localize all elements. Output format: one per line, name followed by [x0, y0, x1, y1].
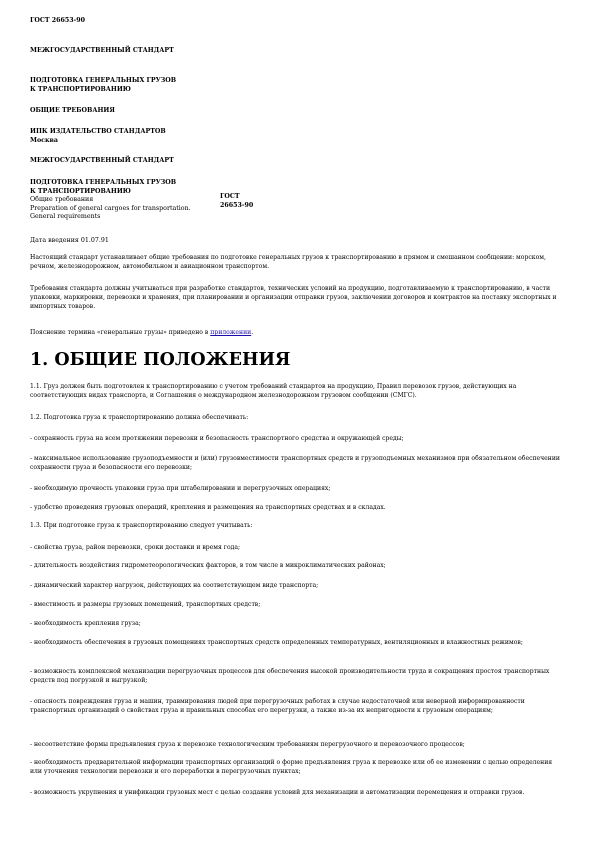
title-block-code-line1: ГОСТ — [220, 193, 240, 200]
intro-paragraph-3-text: Пояснение термина «генеральные грузы» приведено в — [30, 329, 211, 336]
intro-paragraph-1: Настоящий стандарт устанавливает общие требования по подготовке генеральных грузов к транспортированию в прямом и смешанном сообщении: морском, речном, железнодорожном, автомобильном и авиационном транспортом. — [30, 254, 546, 271]
clause-1-3: 1.3. При подготовке груза к транспортированию следует учитывать: — [30, 522, 253, 529]
title-block-ru-line3: Общие требования — [30, 196, 94, 204]
appendix-link[interactable]: приложении — [210, 329, 252, 336]
standard-type-2: МЕЖГОСУДАРСТВЕННЫЙ СТАНДАРТ — [30, 157, 174, 164]
clause-1-3-item-6: - необходимость обеспечения в грузовых помещениях транспортных средств определенных температурных, вентиляционных и влажностных режимов; — [30, 639, 523, 646]
doc-title-line2: К ТРАНСПОРТИРОВАНИЮ — [30, 86, 131, 93]
publisher: ИПК ИЗДАТЕЛЬСТВО СТАНДАРТОВ — [30, 128, 166, 135]
clause-1-2-item-2: - максимальное использование грузоподъемности и (или) грузовместимости транспортных средств и грузоподъемных механизмов при обязательном обеспечении сохранности груза и безопасности его перевозки; — [30, 455, 560, 472]
clause-1-3-item-9: - несоответствие формы предъявления груза к перевозке технологическим требованиям перегрузочного и перевозочного процессов; — [30, 741, 465, 748]
doc-title-line1: ПОДГОТОВКА ГЕНЕРАЛЬНЫХ ГРУЗОВ — [30, 77, 177, 84]
clause-1-3-item-3: - динамический характер нагрузок, действующих на соответствующем виде транспорта; — [30, 582, 319, 589]
intro-paragraph-2: Требования стандарта должны учитываться при разработке стандартов, технических условий на продукцию, подготавливаемую к транспортированию, в части упаковки, маркировки, перевозки и хранения, при планировании и организации отправки грузов, заключении договоров и контрактов на поставку экспортных и импортных товаров. — [30, 285, 557, 311]
intro-paragraph-3-end: . — [251, 329, 254, 336]
clause-1-3-item-2: - длительность воздействия гидрометеорологических факторов, в том числе в микроклиматических районах; — [30, 562, 386, 569]
effective-date: Дата введения 01.07.91 — [30, 237, 109, 244]
title-block-code-line2: 26653-90 — [220, 201, 254, 209]
clause-1-3-item-10: - необходимость предварительной информации транспортных организаций о форме предъявления груза к перевозке или об ее изменении с целью определения или уточнения технологии перевозки и его переработки в перегрузочных пунктах; — [30, 759, 553, 776]
clause-1-3-item-5: - необходимость крепления груза; — [30, 620, 141, 627]
clause-1-2-item-4: - удобство проведения грузовых операций, крепления и размещения на транспортных средствах и в складах. — [30, 504, 386, 511]
doc-subtitle: ОБЩИЕ ТРЕБОВАНИЯ — [30, 107, 115, 114]
clause-1-3-item-4: - вместимость и размеры грузовых помещений, транспортных средств; — [30, 601, 261, 608]
clause-1-2-item-1: - сохранность груза на всем протяжении перевозки и безопасность транспортного средства и окружающей среды; — [30, 435, 404, 442]
doc-number: ГОСТ 26653-90 — [30, 17, 86, 24]
section-heading: 1. ОБЩИЕ ПОЛОЖЕНИЯ — [30, 350, 291, 370]
standard-type: МЕЖГОСУДАРСТВЕННЫЙ СТАНДАРТ — [30, 47, 174, 54]
clause-1-2: 1.2. Подготовка груза к транспортированию должна обеспечивать: — [30, 414, 249, 421]
title-block-en-line1: Preparation of general cargoes for transportation. — [30, 204, 191, 212]
clause-1-3-item-7: - возможность комплексной механизации перегрузочных процессов для обеспечения высокой производительности труда и сокращения простоя транспортных средств под погрузкой и выгрузкой; — [30, 668, 550, 685]
clause-1-3-item-1: - свойства груза, район перевозки, сроки доставки и время года; — [30, 544, 241, 551]
clause-1-2-item-3: - необходимую прочность упаковки груза при штабелировании и перегрузочных операциях; — [30, 485, 331, 492]
title-block-ru-line1: ПОДГОТОВКА ГЕНЕРАЛЬНЫХ ГРУЗОВ — [30, 179, 177, 186]
intro-paragraph-3 — [30, 328, 560, 337]
clause-1-1: 1.1. Груз должен быть подготовлен к транспортированию с учетом требований стандартов на продукцию, Правил перевозок грузов, действующих на соответствующих видах транспорта, и Соглашения о международном железнодорожном грузовом сообщении (СМГС). — [30, 383, 517, 400]
clause-1-3-item-8: - опасность повреждения груза и машин, травмирования людей при перегрузочных работах в случае недостаточной или неверной информированности транспортных организаций о свойствах груза и правильных способах его перегрузки, а также из-за их непригодности к грузовым операциям; — [30, 698, 525, 715]
title-block-en-line2: General requirements — [30, 213, 101, 221]
city: Москва — [30, 137, 59, 144]
title-block-ru-line2: К ТРАНСПОРТИРОВАНИЮ — [30, 187, 131, 195]
clause-1-3-item-11: - возможность укрупнения и унификации грузовых мест с целью создания условий для механизации и автоматизации перемещения и отправки грузов. — [30, 789, 525, 796]
